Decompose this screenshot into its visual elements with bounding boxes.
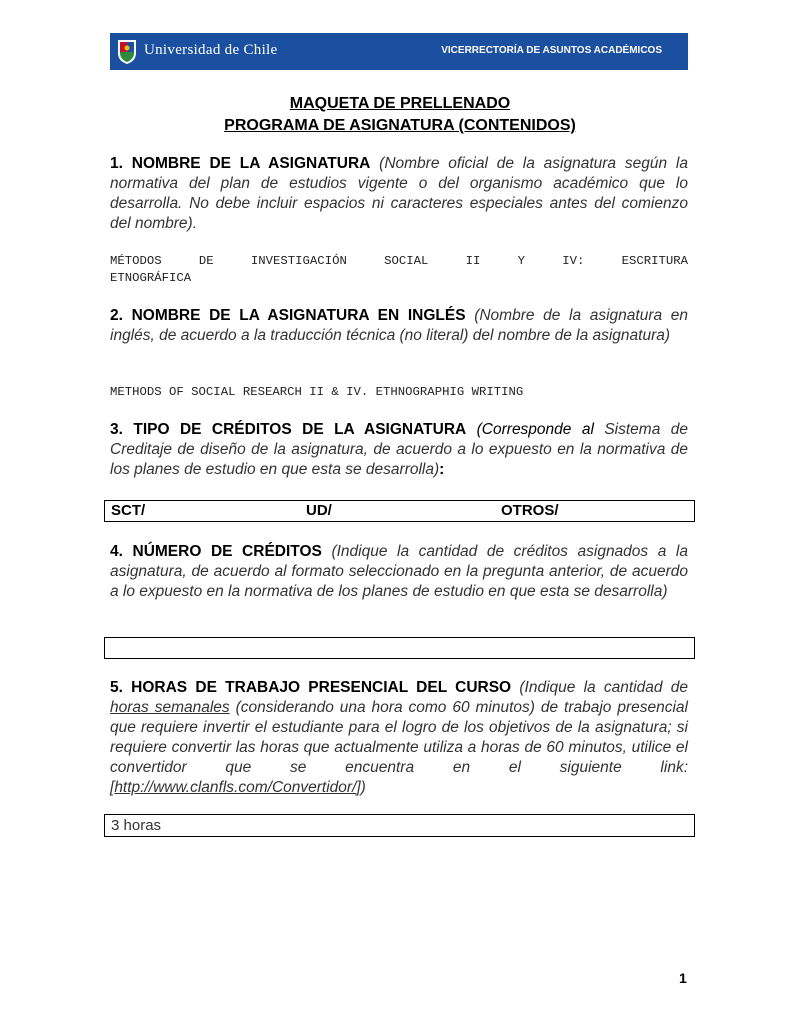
header-banner: [110, 33, 688, 70]
credit-number-box: [104, 637, 695, 659]
section-1-instruction: (Nombre oficial de la asignatura según la normativa del plan de estudios vigente o del organismo académico que lo desarrolla. No debe incluir espacios ni caracteres especiales antes del comienzo del nombre).: [110, 155, 688, 232]
university-seal-icon: [116, 38, 138, 65]
section-1-heading: 1. NOMBRE DE LA ASIGNATURA: [110, 155, 371, 172]
section-1: [110, 154, 688, 234]
section-3-colon: :: [439, 461, 445, 478]
university-name: Universidad de Chile: [144, 42, 278, 58]
section-3-heading: 3. TIPO DE CRÉDITOS DE LA ASIGNATURA: [110, 421, 467, 438]
section-4: [110, 542, 688, 602]
page-title-line1: MAQUETA DE PRELLENADO: [289, 95, 511, 112]
section-3-instruction-b: Sistema de Creditaje de diseño de la asignatura, de acuerdo a lo expuesto en la normativa de los planes de estudio en que esta se desarrolla): [110, 421, 688, 478]
section-5: [110, 678, 688, 798]
section-5-instruction-c: ]): [356, 779, 366, 796]
page-title-line2: PROGRAMA DE ASIGNATURA (CONTENIDOS): [224, 117, 576, 134]
section-3-instruction-a: (Corresponde al: [476, 421, 594, 438]
credit-type-row: [104, 500, 695, 522]
section-2-answer: METHODS OF SOCIAL RESEARCH II & IV. ETHNOGRAPHIG WRITING: [110, 385, 524, 399]
section-1-answer-line2: ETNOGRÁFICA: [110, 271, 192, 285]
section-4-instruction: (Indique la cantidad de créditos asignados a la asignatura, de acuerdo al formato seleccionado en la pregunta anterior, de acuerdo a lo expuesto en la normativa de los planes de estudio en que esta se desarrolla): [110, 543, 688, 600]
section-5-heading: 5. HORAS DE TRABAJO PRESENCIAL DEL CURSO: [110, 679, 512, 696]
converter-link[interactable]: http://www.clanfls.com/Convertidor/: [114, 779, 357, 796]
credit-option-ud: UD/: [306, 502, 332, 519]
section-3: [110, 420, 688, 480]
vicerrectoria-label: VICERRECTORÍA DE ASUNTOS ACADÉMICOS: [441, 45, 662, 56]
section-5-instruction-a: (Indique la cantidad de: [519, 679, 688, 696]
credit-option-otros: OTROS/: [501, 502, 559, 519]
credit-option-sct: SCT/: [111, 502, 146, 519]
section-4-heading: 4. NÚMERO DE CRÉDITOS: [110, 543, 322, 560]
section-2-heading: 2. NOMBRE DE LA ASIGNATURA EN INGLÉS: [110, 307, 466, 324]
hours-answer-box: 3 horas: [104, 814, 695, 837]
page-number: 1: [679, 970, 687, 986]
section-2: [110, 306, 688, 346]
section-1-answer-line1: MÉTODOS DE INVESTIGACIÓN SOCIAL II Y IV: ESCRITURA: [110, 254, 688, 268]
section-5-instruction-b: (considerando una hora como 60 minutos) de trabajo presencial que requiere invertir el estudiante para el logro de los objetivos de la asignatura; si requiere convertir las horas que actualmente utiliza a horas de 60 minutos, utilice el convertidor que se encuentra en el siguiente link: [: [110, 699, 688, 796]
section-2-instruction: (Nombre de la asignatura en inglés, de acuerdo a la traducción técnica (no literal) del nombre de la asignatura): [110, 307, 688, 344]
section-5-instruction-underlined: horas semanales: [110, 699, 230, 716]
